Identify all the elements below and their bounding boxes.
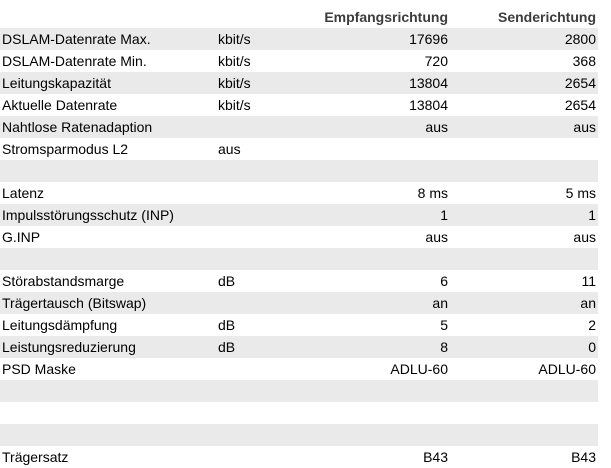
row-downstream-value: 6 [440, 273, 448, 289]
row-label: Stromsparmodus L2 [2, 141, 129, 157]
table-row [0, 358, 598, 380]
row-upstream-value: B43 [571, 449, 596, 465]
row-downstream-value: 17696 [409, 31, 448, 47]
row-unit [218, 116, 298, 138]
table-row [0, 292, 598, 314]
row-unit [218, 182, 298, 204]
row-label: Aktuelle Datenrate [2, 97, 118, 113]
row-label: Latenz [2, 185, 45, 201]
row-unit [218, 358, 298, 380]
table-row [0, 446, 598, 468]
row-downstream-value: aus [425, 229, 448, 245]
row-downstream-value: 8 [440, 339, 448, 355]
table-row [0, 380, 598, 402]
row-downstream-value: aus [425, 119, 448, 135]
row-downstream-value [300, 138, 448, 160]
row-unit: kbit/s [218, 97, 251, 113]
row-downstream-value: B43 [423, 449, 448, 465]
row-downstream-value: 1 [440, 207, 448, 223]
row-unit: dB [218, 317, 236, 333]
row-unit [218, 204, 298, 226]
row-downstream-value [300, 424, 448, 446]
row-upstream-value [450, 402, 596, 424]
row-upstream-value: 2654 [564, 75, 596, 91]
table-row [0, 314, 598, 336]
table-row [0, 226, 598, 248]
row-downstream-value: 5 [440, 317, 448, 333]
row-downstream-value: 8 ms [417, 185, 448, 201]
row-upstream-value: ADLU-60 [538, 361, 596, 377]
table-row [0, 72, 598, 94]
row-unit: dB [218, 339, 236, 355]
table-row [0, 94, 598, 116]
row-upstream-value: 2 [588, 317, 596, 333]
table-row [0, 402, 598, 424]
row-upstream-value: an [580, 295, 596, 311]
row-label: Trägertausch (Bitswap) [2, 295, 147, 311]
table-header [0, 6, 598, 28]
row-unit: kbit/s [218, 31, 251, 47]
row-unit [218, 226, 298, 248]
row-label: Leitungsdämpfung [2, 317, 118, 333]
row-label [2, 424, 212, 446]
row-downstream-value: 13804 [409, 97, 448, 113]
row-label: Leitungskapazität [2, 75, 111, 91]
row-upstream-value: aus [573, 119, 596, 135]
row-label [2, 402, 212, 424]
row-label: Trägersatz [2, 449, 69, 465]
row-unit [218, 380, 298, 402]
row-unit [218, 248, 298, 270]
table-row [0, 182, 598, 204]
row-unit [218, 424, 298, 446]
table-row [0, 336, 598, 358]
row-label: DSLAM-Datenrate Min. [2, 53, 147, 69]
table-row [0, 248, 598, 270]
row-unit: dB [218, 273, 236, 289]
row-label: Impulsstörungsschutz (INP) [2, 207, 174, 223]
row-downstream-value: 13804 [409, 75, 448, 91]
table-row [0, 28, 598, 50]
row-unit: kbit/s [218, 53, 251, 69]
row-upstream-value: 0 [588, 339, 596, 355]
column-header-downstream: Empfangsrichtung [324, 9, 448, 25]
row-upstream-value [450, 380, 596, 402]
row-downstream-value [300, 160, 448, 182]
row-downstream-value: 720 [424, 53, 448, 69]
row-label: G.INP [2, 229, 41, 245]
row-upstream-value [450, 248, 596, 270]
column-header-upstream: Senderichtung [497, 9, 596, 25]
row-upstream-value: 2800 [564, 31, 596, 47]
row-downstream-value [300, 402, 448, 424]
row-downstream-value [300, 380, 448, 402]
row-upstream-value: aus [573, 229, 596, 245]
row-unit [218, 292, 298, 314]
row-unit: aus [218, 141, 241, 157]
row-upstream-value: 368 [572, 53, 596, 69]
row-label: Störabstandsmarge [2, 273, 125, 289]
row-upstream-value [450, 138, 596, 160]
row-label [2, 380, 212, 402]
row-label [2, 160, 212, 182]
table-row [0, 160, 598, 182]
row-downstream-value: an [432, 295, 448, 311]
table-row [0, 138, 598, 160]
table-row [0, 204, 598, 226]
row-upstream-value [450, 160, 596, 182]
row-label [2, 248, 212, 270]
table-row [0, 116, 598, 138]
row-upstream-value: 1 [588, 207, 596, 223]
row-upstream-value [450, 424, 596, 446]
row-unit [218, 402, 298, 424]
row-label: PSD Maske [2, 361, 76, 377]
row-label: Leistungsreduzierung [2, 339, 136, 355]
row-downstream-value: ADLU-60 [390, 361, 448, 377]
row-unit [218, 446, 298, 468]
row-label: DSLAM-Datenrate Max. [2, 31, 151, 47]
row-label: Nahtlose Ratenadaption [2, 119, 153, 135]
table-row [0, 424, 598, 446]
row-upstream-value: 5 ms [565, 185, 596, 201]
row-unit [218, 160, 298, 182]
row-upstream-value: 11 [581, 273, 596, 289]
table-row [0, 270, 598, 292]
row-upstream-value: 2654 [564, 97, 596, 113]
row-downstream-value [300, 248, 448, 270]
row-unit: kbit/s [218, 75, 251, 91]
table-row [0, 50, 598, 72]
